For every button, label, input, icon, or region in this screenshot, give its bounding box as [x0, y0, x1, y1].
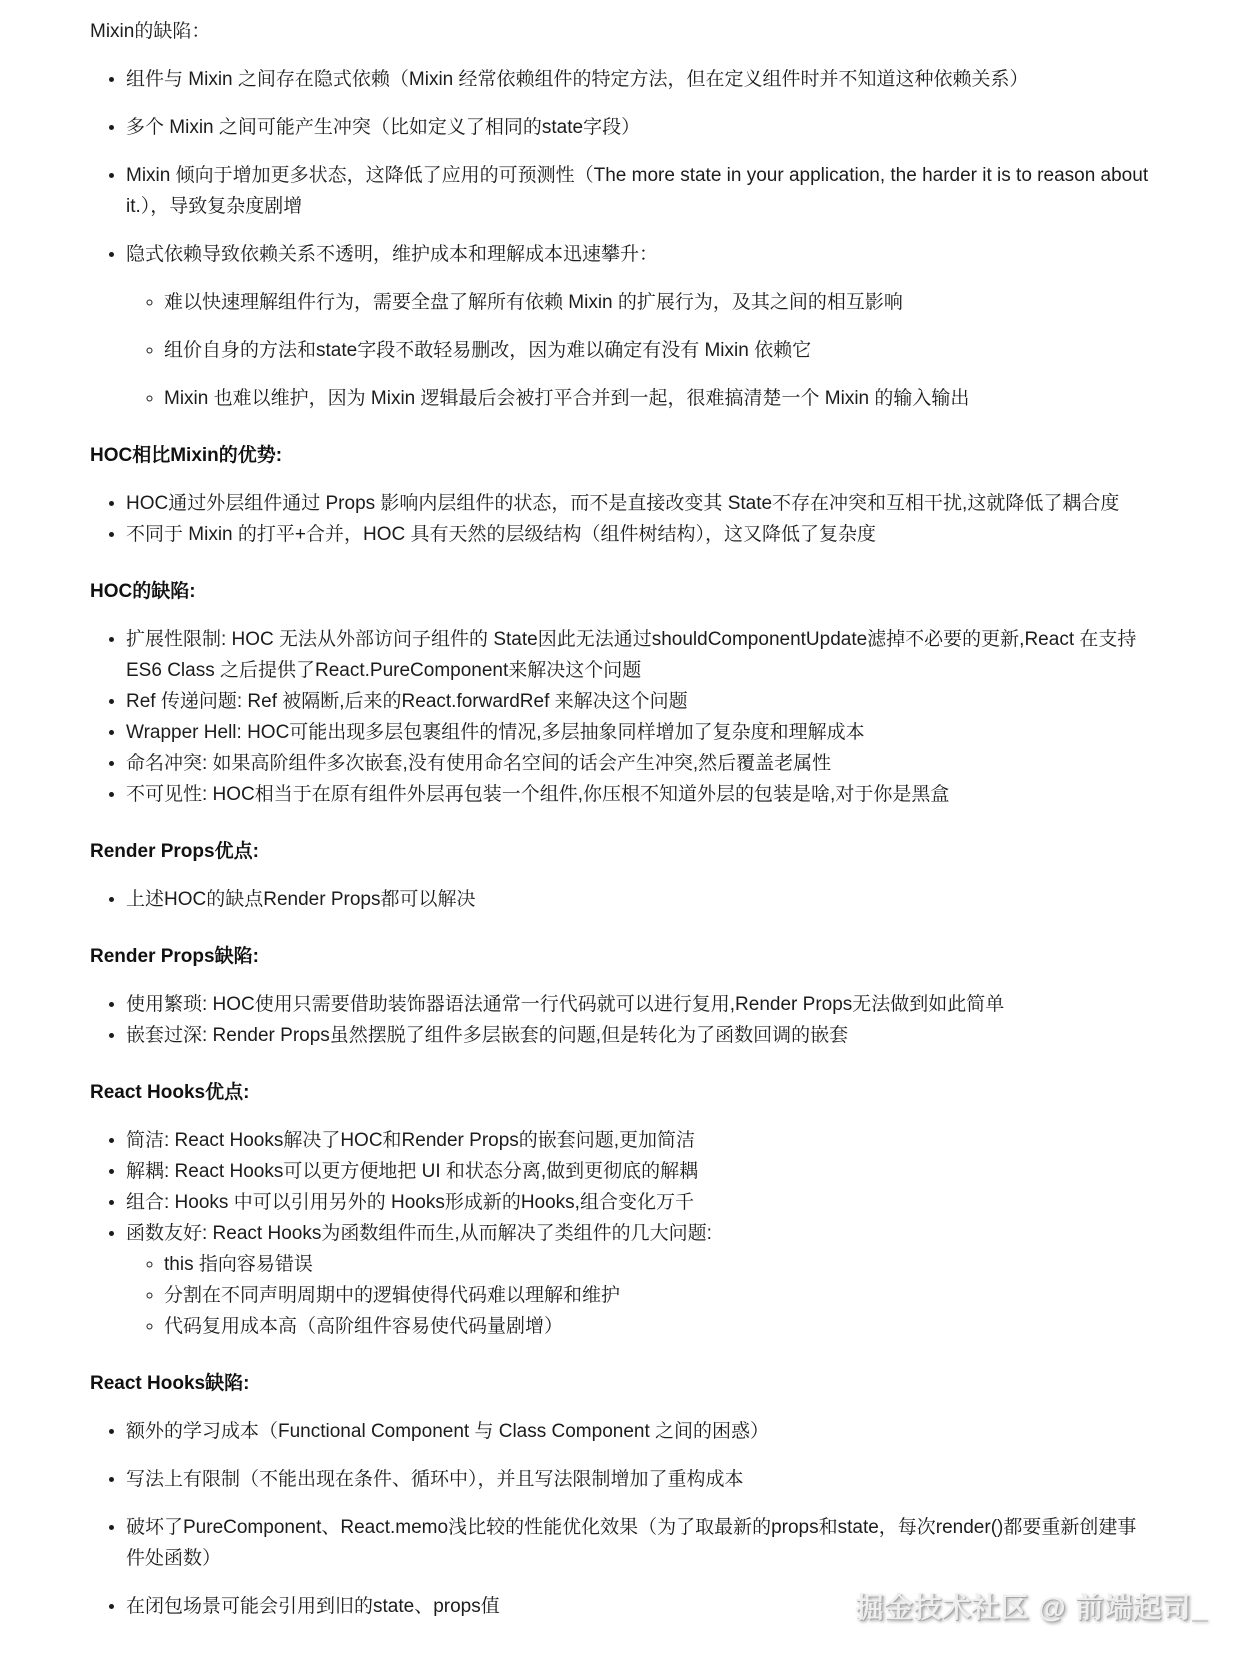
list-item: • 组件与 Mixin 之间存在隐式依赖（Mixin 经常依赖组件的特定方法，但在定义组件时并不知道这种依赖关系）	[126, 64, 1154, 95]
list-item: • Ref 传递问题: Ref 被隔断,后来的React.forwardRef 来解决这个问题	[126, 686, 1154, 717]
list-item: • 不同于 Mixin 的打平+合并，HOC 具有天然的层级结构（组件树结构），这又降低了复杂度	[126, 519, 1154, 550]
list-item: • 命名冲突: 如果高阶组件多次嵌套,没有使用命名空间的话会产生冲突,然后覆盖老属性	[126, 748, 1154, 779]
sub-list-item: ◦ 难以快速理解组件行为，需要全盘了解所有依赖 Mixin 的扩展行为，及其之间的相互影响	[164, 287, 1154, 318]
list-item: • 写法上有限制（不能出现在条件、循环中），并且写法限制增加了重构成本	[126, 1464, 1154, 1495]
list-item: • 不可见性: HOC相当于在原有组件外层再包装一个组件,你压根不知道外层的包装是啥,对于你是黑盒	[126, 779, 1154, 810]
list-item: • 上述HOC的缺点Render Props都可以解决	[126, 884, 1154, 915]
bullet-list	[90, 624, 1154, 810]
list-item: • HOC通过外层组件通过 Props 影响内层组件的状态，而不是直接改变其 State不存在冲突和互相干扰,这就降低了耦合度	[126, 488, 1154, 519]
list-item: • Wrapper Hell: HOC可能出现多层包裹组件的情况,多层抽象同样增加了复杂度和理解成本	[126, 717, 1154, 748]
section-heading: HOC相比Mixin的优势:	[90, 445, 283, 466]
sub-list	[126, 1249, 1154, 1342]
bullet-list	[90, 64, 1154, 414]
list-item: • 隐式依赖导致依赖关系不透明，维护成本和理解成本迅速攀升： ◦ 难以快速理解组件行为，需要全盘了解所有依赖 Mixin 的扩展行为，及其之间的相互影响 ◦ 组价自身的方法和state字段不敢轻易删改，因为难以确定有没有 Mixin 依赖它 ◦ Mixin 也难以维护，因为 Mixin 逻辑最后会被打平合并到一起，很难搞清楚一个 Mixin 的输入输出	[126, 239, 1154, 414]
list-item: • 使用繁琐: HOC使用只需要借助装饰器语法通常一行代码就可以进行复用,Render Props无法做到如此简单	[126, 989, 1154, 1020]
bullet-list	[90, 488, 1154, 550]
sub-list-item: ◦ 代码复用成本高（高阶组件容易使代码量剧增）	[164, 1311, 1154, 1342]
list-item: • 额外的学习成本（Functional Component 与 Class Component 之间的困惑）	[126, 1416, 1154, 1447]
list-item: • 组合: Hooks 中可以引用另外的 Hooks形成新的Hooks,组合变化万千	[126, 1187, 1154, 1218]
sub-list-item: ◦ 分割在不同声明周期中的逻辑使得代码难以理解和维护	[164, 1280, 1154, 1311]
section-heading: Render Props优点:	[90, 841, 259, 862]
sub-list	[126, 287, 1154, 414]
list-item: • 嵌套过深: Render Props虽然摆脱了组件多层嵌套的问题,但是转化为了函数回调的嵌套	[126, 1020, 1154, 1051]
list-item: • 破坏了PureComponent、React.memo浅比较的性能优化效果（为了取最新的props和state，每次render()都要重新创建事件处函数）	[126, 1512, 1154, 1574]
list-item: • 函数友好: React Hooks为函数组件而生,从而解决了类组件的几大问题: ◦ this 指向容易错误 ◦ 分割在不同声明周期中的逻辑使得代码难以理解和维护 ◦ 代码复用成本高（高阶组件容易使代码量剧增）	[126, 1218, 1154, 1342]
list-item: • 解耦: React Hooks可以更方便地把 UI 和状态分离,做到更彻底的解耦	[126, 1156, 1154, 1187]
bullet-list	[90, 989, 1154, 1051]
bullet-list	[90, 884, 1154, 915]
list-item: • Mixin 倾向于增加更多状态，这降低了应用的可预测性（The more state in your application, the harder it is to reason about it.），导致复杂度剧增	[126, 160, 1154, 222]
intro-title: Mixin的缺陷：	[90, 21, 211, 42]
section-heading: Render Props缺陷:	[90, 946, 259, 967]
sub-list-item: ◦ Mixin 也难以维护，因为 Mixin 逻辑最后会被打平合并到一起，很难搞清楚一个 Mixin 的输入输出	[164, 383, 1154, 414]
list-item: • 扩展性限制: HOC 无法从外部访问子组件的 State因此无法通过shouldComponentUpdate滤掉不必要的更新,React 在支持 ES6 Class 之后提供了React.PureComponent来解决这个问题	[126, 624, 1154, 686]
section-heading: HOC的缺陷:	[90, 581, 196, 602]
list-item: • 多个 Mixin 之间可能产生冲突（比如定义了相同的state字段）	[126, 112, 1154, 143]
sub-list-item: ◦ 组价自身的方法和state字段不敢轻易删改，因为难以确定有没有 Mixin 依赖它	[164, 335, 1154, 366]
list-item: • 简洁: React Hooks解决了HOC和Render Props的嵌套问题,更加简洁	[126, 1125, 1154, 1156]
section-heading: React Hooks优点:	[90, 1082, 250, 1103]
sub-list-item: ◦ this 指向容易错误	[164, 1249, 1154, 1280]
list-item: • 在闭包场景可能会引用到旧的state、props值	[126, 1591, 1154, 1622]
bullet-list	[90, 1125, 1154, 1342]
watermark: 掘金技术社区 @ 前端起司_	[855, 1592, 1208, 1623]
section-heading: React Hooks缺陷:	[90, 1373, 250, 1394]
